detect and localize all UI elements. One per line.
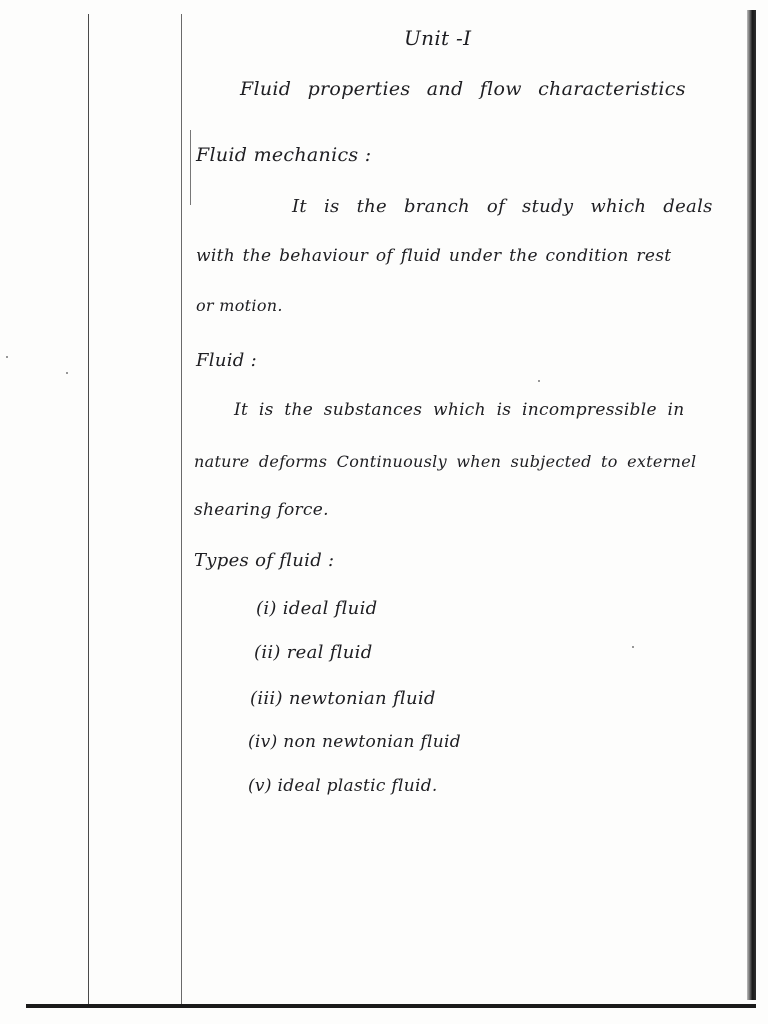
fluid-type-item: (iii) newtonian fluid	[250, 688, 436, 709]
page-bottom-edge	[26, 1004, 756, 1008]
fluid-type-item: (v) ideal plastic fluid.	[248, 776, 438, 796]
fluid-line-3: shearing force.	[194, 500, 329, 520]
paper-speck	[66, 372, 68, 374]
section-heading-fluid-mechanics: Fluid mechanics :	[196, 144, 372, 166]
paper-speck	[6, 356, 8, 358]
inner-margin-rule	[181, 14, 182, 1004]
fluid-mechanics-line-2: with the behaviour of fluid under the condition rest	[196, 246, 672, 266]
heading-margin-rule	[190, 130, 191, 205]
section-heading-types-of-fluid: Types of fluid :	[194, 550, 335, 571]
fluid-type-item: (ii) real fluid	[254, 642, 373, 663]
fluid-line-1: It is the substances which is incompressible in	[234, 400, 685, 420]
unit-title: Unit -I	[404, 26, 472, 50]
fluid-line-2: nature deforms Continuously when subjected to externel	[194, 452, 697, 471]
paper-speck	[538, 380, 540, 382]
section-heading-fluid: Fluid :	[196, 350, 258, 371]
chapter-title: Fluid properties and flow characteristics	[240, 78, 686, 100]
fluid-type-item: (iv) non newtonian fluid	[248, 732, 461, 752]
fluid-mechanics-line-1: It is the branch of study which deals	[292, 196, 713, 217]
page-right-edge	[747, 10, 756, 1000]
left-margin-rule	[88, 14, 89, 1004]
paper-speck	[632, 646, 634, 648]
fluid-mechanics-line-3: or motion.	[196, 296, 283, 315]
fluid-type-item: (i) ideal fluid	[256, 598, 378, 619]
